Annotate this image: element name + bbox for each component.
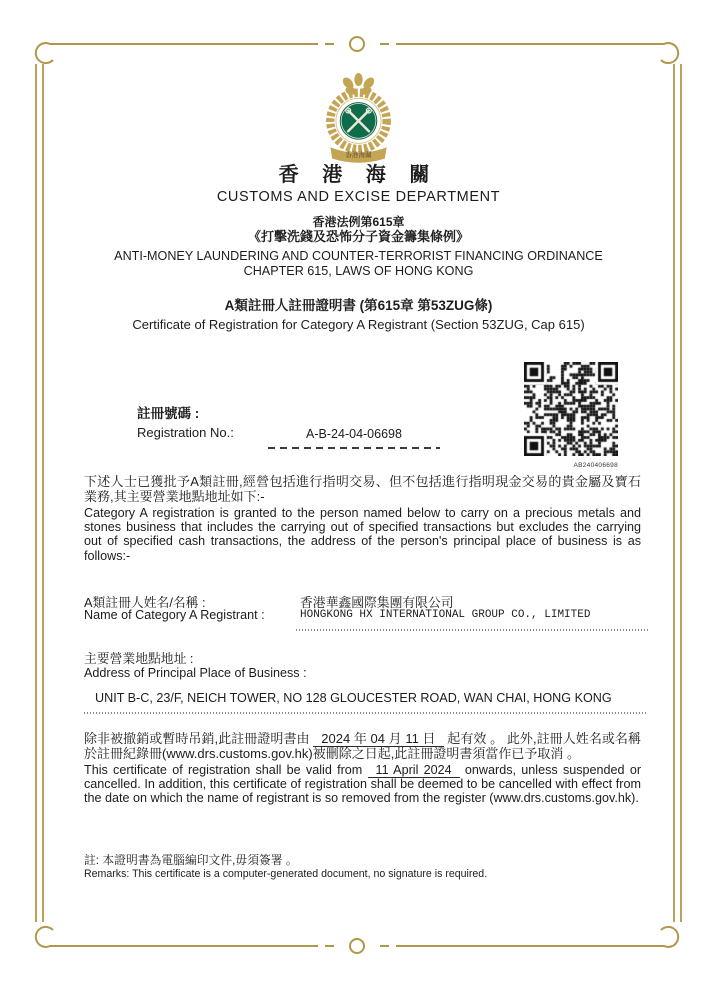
valid-from-date-english: 11 April 2024 [368,763,460,778]
grant-paragraph-chinese: 下述人士已獲批予A類註冊,經營包括進行指明交易、但不包括進行指明現金交易的貴金屬及寶石業務,其主要營業地點地址如下:- [84,474,641,504]
validity-paragraph [84,731,641,806]
valid-from-date-chinese: 2024 年 04 月 11 日 [313,731,443,747]
validity-paragraph-chinese [84,731,641,761]
certificate-title-chinese: A類註冊人註冊證明書 (第615章 第53ZUG條) [224,298,493,313]
registrant-name-english: HONGKONG HX INTERNATIONAL GROUP CO., LIMITED [300,609,591,621]
validity-en-after: onwards, unless suspended or cancelled. In addition, this certificate of registration shall be deemed to be cancelled with effect from the date on which the name of registrant is so removed from the register (www.drs.customs.gov.hk). [84,763,642,806]
address-value: UNIT B-C, 23/F, NEICH TOWER, NO 128 GLOUCESTER ROAD, WAN CHAI, HONG KONG [95,691,612,705]
registrant-name-label-chinese: A類註冊人姓名/名稱 : [84,595,206,610]
address-dotted-line [84,712,648,714]
law-chapter-english: CHAPTER 615, LAWS OF HONG KONG [243,264,474,278]
registration-number-underline [268,447,440,449]
qr-code [524,362,618,456]
remarks-chinese: 註: 本證明書為電腦編印文件,毋須簽署 。 [84,853,298,867]
law-chapter-chinese: 香港法例第615章 [312,215,405,229]
address-label-chinese: 主要營業地點地址 : [84,651,194,666]
grant-paragraph [84,474,641,563]
badge-banner-text: 香港海關 [345,152,372,160]
registrant-name-chinese: 香港華鑫國際集團有限公司 [300,595,454,610]
registration-number-value: A-B-24-04-06698 [306,427,402,441]
qr-caption: AB240406698 [573,462,618,469]
customs-department-badge-icon [302,72,415,166]
qr-code-block [524,362,618,469]
registration-no-label-chinese: 註冊號碼 : [137,406,200,421]
address-label-english: Address of Principal Place of Business : [84,666,307,680]
ordinance-name-english: ANTI-MONEY LAUNDERING AND COUNTER-TERRORIST FINANCING ORDINANCE [114,249,603,263]
registrant-name-dotted-line [296,629,648,631]
validity-paragraph-english [84,763,641,806]
ordinance-name-chinese: 《打擊洗錢及恐怖分子資金籌集條例》 [247,229,469,244]
registrant-name-label-english: Name of Category A Registrant : [84,608,265,622]
department-name-english: CUSTOMS AND EXCISE DEPARTMENT [216,189,501,205]
validity-cn-after: 起有效 。 此外,註冊人姓名或名稱於註冊紀錄冊(www.drs.customs.gov.hk)被刪除之日起,此註冊證明書須當作已予取消 。 [84,731,641,761]
registration-no-label-english: Registration No.: [137,425,234,440]
certificate-title-english: Certificate of Registration for Category A Registrant (Section 53ZUG, Cap 615) [132,317,585,332]
grant-paragraph-english: Category A registration is granted to the person named below to carry on a precious metals and stones business that includes the carrying out of specified transactions but excludes the carrying out of specified cash transactions, the address of the person's principal place of business is as follows:- [84,506,641,563]
department-name-chinese: 香 港 海 關 [278,164,439,186]
validity-en-before: This certificate of registration shall be valid from [84,763,363,777]
validity-cn-before: 除非被撤銷或暫時吊銷,此註冊證明書由 [84,731,310,746]
remarks-english: Remarks: This certificate is a computer-generated document, no signature is required. [84,868,488,880]
